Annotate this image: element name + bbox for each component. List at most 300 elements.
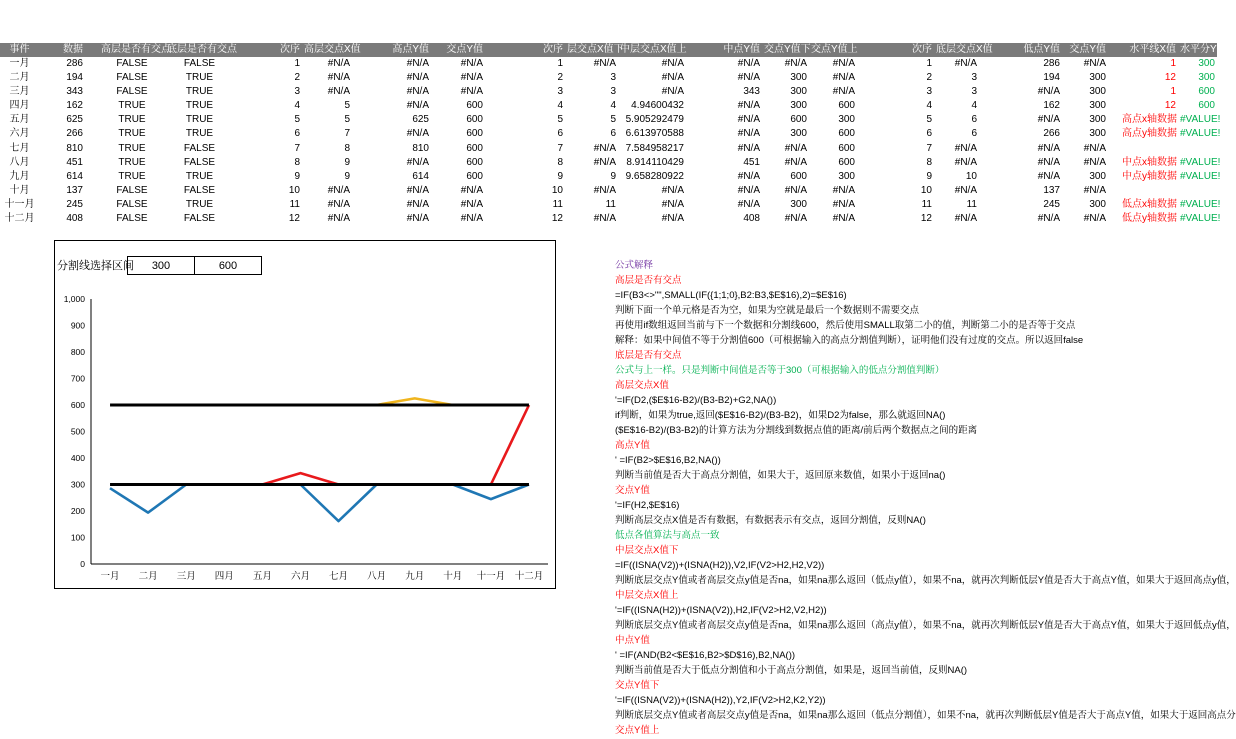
column-header[interactable]: 交点Y值 — [1069, 44, 1106, 55]
table-cell[interactable]: #N/A — [954, 184, 977, 196]
column-header[interactable]: 高层交点X值 — [304, 44, 361, 55]
table-cell[interactable]: 八月 — [9, 156, 30, 168]
table-cell[interactable]: #N/A — [406, 58, 429, 69]
table-cell[interactable]: TRUE — [118, 128, 146, 140]
table-cell[interactable]: 5 — [344, 100, 350, 112]
note-line: '=IF((ISNA(V2))+(ISNA(H2)),Y2,IF(V2>H2,K2,Y2)) — [615, 695, 826, 706]
table-cell[interactable]: 408 — [743, 213, 760, 225]
table-cell[interactable]: #N/A — [1037, 86, 1060, 98]
column-header[interactable]: 交点Y值下 — [764, 44, 811, 55]
table-cell[interactable]: 8 — [294, 156, 300, 168]
table-cell[interactable]: 194 — [1043, 72, 1060, 84]
table-cell[interactable]: 600 — [838, 156, 855, 168]
table-cell[interactable]: #N/A — [832, 58, 855, 69]
column-header[interactable]: 高层是否有交点 — [101, 44, 171, 55]
table-cell[interactable]: 600 — [466, 114, 483, 126]
table-cell[interactable]: 162 — [1043, 100, 1060, 112]
table-cell[interactable]: #N/A — [327, 198, 350, 210]
table-cell[interactable]: 625 — [412, 114, 429, 126]
table-cell[interactable]: #N/A — [460, 198, 483, 210]
table-cell[interactable]: 十一月 — [4, 198, 35, 210]
high-threshold-input[interactable]: 600 — [194, 256, 262, 275]
selector-label: 分割线选择区间 — [57, 260, 134, 272]
table-cell[interactable]: 6 — [294, 128, 300, 140]
table-cell[interactable]: 300 — [1089, 198, 1106, 210]
note-line: 高层交点X值 — [615, 380, 669, 391]
table-cell[interactable]: #N/A — [406, 198, 429, 210]
table-cell[interactable]: 1 — [926, 58, 932, 69]
table-cell[interactable]: #N/A — [784, 142, 807, 154]
note-line: =IF(B3<>"",SMALL(IF({1;1;0},B2:B3,$E$16),2)=$E$16) — [615, 290, 847, 301]
table-cell[interactable]: #N/A — [737, 198, 760, 210]
column-header[interactable]: 次序 — [280, 44, 300, 55]
table-cell[interactable]: 6.613970588 — [625, 128, 684, 140]
note-line: 判断下面一个单元格是否为空，如果为空就是最后一个数据则不需要交点 — [615, 305, 920, 316]
table-cell[interactable]: TRUE — [185, 128, 214, 140]
table-cell[interactable]: 11 — [605, 198, 616, 210]
x-tick-label: 七月 — [329, 571, 349, 582]
table-cell[interactable]: TRUE — [118, 114, 146, 126]
table-cell[interactable]: 5 — [557, 114, 563, 126]
table-cell[interactable]: #N/A — [406, 128, 429, 140]
table-cell[interactable]: 245 — [1043, 198, 1060, 210]
table-cell[interactable] — [1178, 184, 1217, 198]
table-cell[interactable]: #N/A — [460, 58, 483, 69]
table-cell[interactable]: #N/A — [737, 72, 760, 84]
table-cell[interactable]: 9 — [926, 170, 932, 182]
data-table — [0, 43, 1227, 226]
table-cell[interactable]: TRUE — [185, 170, 214, 182]
table-cell[interactable]: 11 — [289, 198, 300, 210]
table-cell[interactable]: 11 — [966, 198, 977, 210]
table-cell[interactable]: TRUE — [118, 142, 146, 154]
table-cell[interactable]: 137 — [1043, 184, 1060, 196]
table-cell[interactable]: #N/A — [1083, 213, 1106, 225]
y-tick-label: 600 — [70, 400, 85, 410]
table-cell[interactable]: #N/A — [1037, 213, 1060, 225]
column-header[interactable]: 底层是否有交点 — [167, 44, 237, 55]
table-cell[interactable]: TRUE — [118, 100, 146, 112]
table-cell[interactable]: 9 — [294, 170, 300, 182]
column-header[interactable]: 中层交点X值上 — [620, 44, 687, 55]
table-cell[interactable]: #VALUE! — [1180, 198, 1221, 210]
table-row — [0, 212, 1221, 226]
x-tick-label: 四月 — [214, 571, 234, 582]
table-cell[interactable]: FALSE — [183, 58, 216, 69]
table-cell[interactable] — [1178, 142, 1217, 156]
table-cell[interactable]: 614 — [66, 170, 83, 182]
table-cell[interactable]: 300 — [790, 72, 807, 84]
column-header[interactable]: 层交点X值下 — [567, 44, 624, 55]
table-cell[interactable]: #N/A — [832, 213, 855, 225]
table-cell[interactable]: 343 — [743, 86, 760, 98]
table-cell[interactable]: 6 — [926, 128, 932, 140]
table-cell[interactable]: 10 — [288, 184, 300, 196]
table-cell[interactable]: 8 — [344, 142, 350, 154]
table-cell[interactable]: 600 — [790, 170, 807, 182]
table-cell[interactable]: #N/A — [460, 86, 483, 98]
table-cell[interactable]: #N/A — [327, 58, 350, 69]
table-cell[interactable]: 451 — [743, 156, 760, 168]
table-cell[interactable]: 810 — [66, 142, 83, 154]
table-cell[interactable]: 7.584958217 — [625, 142, 684, 154]
table-cell[interactable]: 7 — [294, 142, 300, 154]
table-cell[interactable]: TRUE — [185, 72, 214, 84]
table-cell[interactable]: 600 — [466, 170, 483, 182]
table-cell[interactable]: FALSE — [116, 184, 148, 196]
table-cell[interactable]: 286 — [66, 58, 83, 69]
table-cell[interactable]: 1 — [294, 58, 300, 69]
table-cell[interactable]: FALSE — [183, 213, 216, 225]
table-cell[interactable]: #N/A — [1083, 142, 1106, 154]
table-cell[interactable]: #N/A — [593, 213, 616, 225]
table-row — [0, 170, 1221, 184]
table-cell[interactable]: 7 — [557, 142, 563, 154]
table-cell[interactable]: 4 — [926, 100, 932, 112]
table-cell[interactable]: 5 — [610, 114, 616, 126]
table-cell[interactable]: TRUE — [118, 156, 146, 168]
table-cell[interactable]: 10 — [920, 184, 932, 196]
table-cell[interactable]: 600 — [838, 142, 855, 154]
table-cell[interactable]: 低点y轴数据 — [1122, 213, 1177, 225]
table-cell[interactable]: 11 — [921, 198, 932, 210]
table-cell[interactable]: 600 — [466, 100, 483, 112]
table-row — [0, 99, 1217, 113]
table-cell[interactable]: #N/A — [460, 184, 483, 196]
table-cell[interactable]: 九月 — [9, 170, 30, 182]
table-cell[interactable]: 3 — [610, 72, 616, 84]
table-cell[interactable]: 8 — [557, 156, 563, 168]
table-cell[interactable]: 600 — [466, 156, 483, 168]
table-cell[interactable]: 6 — [971, 114, 977, 126]
table-cell[interactable]: 低点x轴数据 — [1122, 198, 1177, 210]
x-tick-label: 六月 — [290, 571, 310, 582]
table-cell[interactable]: FALSE — [116, 198, 148, 210]
column-header[interactable]: 交点Y值上 — [811, 44, 858, 55]
table-cell[interactable]: 6 — [557, 128, 563, 140]
table-cell[interactable]: #N/A — [784, 213, 807, 225]
table-cell[interactable]: 6 — [610, 128, 616, 140]
table-cell[interactable]: 266 — [66, 128, 83, 140]
table-cell[interactable]: 300 — [790, 128, 807, 140]
note-line: 解释：如果中间值不等于分割值600（可根据输入的高点分割值判断），证明他们没有过度的交点。所以返回false — [615, 335, 1084, 346]
table-cell[interactable]: 1 — [557, 58, 563, 69]
table-cell[interactable]: #N/A — [406, 100, 429, 112]
table-cell[interactable]: 266 — [1043, 128, 1060, 140]
table-cell[interactable]: #N/A — [327, 86, 350, 98]
table-cell[interactable]: 中点y轴数据 — [1122, 170, 1177, 182]
table-cell[interactable]: 9.658280922 — [625, 170, 684, 182]
table-cell[interactable]: #N/A — [954, 156, 977, 168]
table-cell[interactable]: 9 — [610, 170, 616, 182]
table-cell[interactable]: 2 — [926, 72, 932, 84]
table-cell[interactable]: #N/A — [954, 213, 977, 225]
column-header[interactable]: 低点Y值 — [1023, 44, 1060, 55]
column-header[interactable]: 交点Y值 — [446, 44, 483, 55]
table-cell[interactable]: 5 — [926, 114, 932, 126]
table-cell[interactable]: 五月 — [9, 114, 30, 126]
table-cell[interactable]: #N/A — [593, 184, 616, 196]
table-cell[interactable]: #N/A — [1083, 58, 1106, 69]
formula-notes — [615, 258, 1236, 738]
table-cell[interactable]: 3 — [971, 72, 977, 84]
table-cell[interactable]: TRUE — [185, 114, 214, 126]
note-line: 判断高层交点X值是否有数据，有数据表示有交点，返回分割值，反则NA() — [615, 515, 926, 526]
column-header[interactable]: 水平线X值 — [1129, 44, 1176, 55]
table-cell[interactable]: 二月 — [9, 72, 30, 84]
table-cell[interactable]: #N/A — [661, 198, 684, 210]
table-cell[interactable]: 9 — [344, 156, 350, 168]
table-cell[interactable]: 614 — [412, 170, 429, 182]
table-cell[interactable]: 4 — [294, 100, 300, 112]
table-cell[interactable]: 300 — [790, 86, 807, 98]
table-cell[interactable]: 高点y轴数据 — [1122, 128, 1177, 140]
table-cell[interactable]: #N/A — [784, 156, 807, 168]
table-cell[interactable]: FALSE — [116, 86, 148, 98]
table-cell[interactable]: 9 — [557, 170, 563, 182]
table-cell[interactable]: #N/A — [406, 72, 429, 84]
note-line: 交点Y值 — [615, 485, 650, 496]
column-header[interactable]: 数据 — [63, 44, 83, 55]
table-cell[interactable]: 12 — [1164, 100, 1176, 112]
table-cell[interactable]: TRUE — [185, 100, 214, 112]
note-line: 判断底层交点Y值或者高层交点y值是否na，如果na那么返回（低点分割值），如果不na，就再次判断低层Y值是否大于高点Y值，如果大于返回高点分 — [615, 710, 1236, 721]
table-cell[interactable]: 162 — [66, 100, 83, 112]
table-cell[interactable]: 300 — [1089, 128, 1106, 140]
table-cell[interactable]: #N/A — [327, 72, 350, 84]
table-cell[interactable]: 12 — [551, 213, 563, 225]
table-cell[interactable]: FALSE — [183, 156, 216, 168]
table-cell[interactable]: 300 — [1089, 114, 1106, 126]
table-cell[interactable] — [1120, 184, 1178, 198]
table-cell[interactable]: 2 — [294, 72, 300, 84]
table-cell[interactable]: 6 — [971, 128, 977, 140]
table-cell[interactable]: #N/A — [327, 184, 350, 196]
table-cell[interactable]: 4 — [610, 100, 616, 112]
table-cell[interactable]: #N/A — [593, 156, 616, 168]
column-header[interactable]: 次序 — [543, 44, 563, 55]
table-cell[interactable]: TRUE — [118, 170, 146, 182]
note-line: 公式与上一样。只是判断中间值是否等于300（可根据输入的低点分割值判断） — [615, 365, 945, 376]
table-cell[interactable]: 600 — [838, 100, 855, 112]
table-cell[interactable]: #N/A — [832, 184, 855, 196]
table-cell[interactable]: 5.905292479 — [625, 114, 684, 126]
table-cell[interactable]: 高点x轴数据 — [1122, 114, 1177, 126]
table-cell[interactable]: #N/A — [460, 72, 483, 84]
table-cell[interactable]: 11 — [552, 198, 563, 210]
column-header[interactable]: 高点Y值 — [392, 44, 429, 55]
table-cell[interactable]: 4 — [557, 100, 563, 112]
table-cell[interactable]: #N/A — [661, 58, 684, 69]
table-cell[interactable]: 10 — [551, 184, 563, 196]
table-cell[interactable]: FALSE — [183, 142, 216, 154]
table-cell[interactable]: 408 — [66, 213, 83, 225]
table-cell[interactable]: 600 — [466, 128, 483, 140]
table-cell[interactable]: #N/A — [784, 58, 807, 69]
table-cell[interactable]: 300 — [790, 100, 807, 112]
table-cell[interactable] — [1120, 142, 1178, 156]
table-cell[interactable]: #N/A — [1037, 114, 1060, 126]
y-tick-label: 200 — [70, 506, 85, 516]
table-cell[interactable]: FALSE — [116, 72, 148, 84]
table-cell[interactable]: 137 — [66, 184, 83, 196]
table-header-row — [0, 43, 1227, 57]
table-cell[interactable]: 300 — [1089, 170, 1106, 182]
table-cell[interactable]: #N/A — [737, 142, 760, 154]
table-cell[interactable]: FALSE — [183, 184, 216, 196]
table-cell[interactable]: 12 — [288, 213, 300, 225]
table-cell[interactable]: #N/A — [737, 114, 760, 126]
table-cell[interactable]: #N/A — [737, 128, 760, 140]
x-tick-label: 五月 — [252, 571, 272, 582]
low-threshold-input[interactable]: 300 — [127, 256, 195, 275]
table-cell[interactable]: #N/A — [1083, 156, 1106, 168]
table-cell[interactable]: 300 — [1089, 86, 1106, 98]
table-cell[interactable]: 600 — [1198, 86, 1215, 98]
table-cell[interactable]: 3 — [294, 86, 300, 98]
table-cell[interactable]: 四月 — [9, 100, 30, 112]
table-cell[interactable]: #N/A — [661, 184, 684, 196]
table-cell[interactable]: #N/A — [406, 156, 429, 168]
table-cell[interactable]: 300 — [1198, 58, 1215, 69]
table-cell[interactable]: 300 — [790, 198, 807, 210]
y-tick-label: 1,000 — [63, 294, 85, 304]
table-cell[interactable]: 4 — [971, 100, 977, 112]
table-row — [0, 142, 1217, 156]
table-cell[interactable]: #N/A — [1083, 184, 1106, 196]
table-cell[interactable]: #N/A — [593, 58, 616, 69]
table-cell[interactable]: 10 — [965, 170, 977, 182]
table-cell[interactable]: 六月 — [9, 128, 30, 140]
table-cell[interactable]: #VALUE! — [1180, 170, 1221, 182]
table-cell[interactable]: #N/A — [954, 58, 977, 69]
table-cell[interactable]: TRUE — [185, 86, 214, 98]
note-line: 中层交点X值上 — [615, 590, 679, 601]
table-cell[interactable]: 600 — [790, 114, 807, 126]
note-line: ($E$16-B2)/(B3-B2)的计算方法为分割线到数据点值的距离/前后两个数据点之间的距离 — [615, 425, 978, 436]
table-cell[interactable]: #N/A — [661, 213, 684, 225]
table-cell[interactable]: 3 — [557, 86, 563, 98]
table-cell[interactable]: #VALUE! — [1180, 213, 1221, 225]
table-cell[interactable]: 600 — [838, 128, 855, 140]
table-cell[interactable]: #N/A — [784, 184, 807, 196]
column-header[interactable]: 底层交点X值 — [936, 44, 993, 55]
table-cell[interactable]: 一月 — [9, 58, 30, 69]
table-cell[interactable]: 1 — [1170, 86, 1176, 98]
note-line: ' =IF(B2>$E$16,B2,NA()) — [615, 455, 721, 466]
table-row — [0, 184, 1217, 198]
column-header[interactable]: 中点Y值 — [723, 44, 760, 55]
table-cell[interactable]: 12 — [1164, 72, 1176, 84]
table-cell[interactable]: #N/A — [406, 184, 429, 196]
note-line: 交点Y值下 — [615, 680, 660, 691]
table-cell[interactable]: 625 — [66, 114, 83, 126]
y-tick-label: 400 — [70, 453, 85, 463]
table-cell[interactable]: #N/A — [406, 86, 429, 98]
table-cell[interactable]: #N/A — [832, 72, 855, 84]
table-cell[interactable]: 7 — [926, 142, 932, 154]
table-cell[interactable]: 286 — [1043, 58, 1060, 69]
table-cell[interactable]: 245 — [66, 198, 83, 210]
table-cell[interactable]: #N/A — [737, 100, 760, 112]
table-cell[interactable]: #N/A — [661, 86, 684, 98]
table-cell[interactable]: #N/A — [406, 213, 429, 225]
table-cell[interactable]: 中点x轴数据 — [1122, 156, 1177, 168]
table-cell[interactable]: 8 — [926, 156, 932, 168]
table-cell[interactable]: 七月 — [9, 142, 30, 154]
table-cell[interactable]: #N/A — [661, 72, 684, 84]
y-tick-label: 300 — [70, 479, 85, 490]
table-cell[interactable]: #N/A — [737, 184, 760, 196]
x-tick-label: 一月 — [100, 571, 120, 582]
table-cell[interactable]: 1 — [1170, 58, 1176, 69]
table-cell[interactable]: #N/A — [593, 142, 616, 154]
column-header[interactable]: 事件 — [9, 44, 30, 55]
table-cell[interactable]: FALSE — [116, 213, 148, 225]
table-cell[interactable]: 十月 — [9, 184, 30, 196]
table-body — [0, 57, 1221, 226]
table-cell[interactable]: 9 — [344, 170, 350, 182]
table-cell[interactable]: 8.914110429 — [626, 156, 684, 168]
table-cell[interactable]: 300 — [838, 170, 855, 182]
table-cell[interactable]: 2 — [557, 72, 563, 84]
column-header[interactable]: 次序 — [912, 44, 932, 55]
table-cell[interactable]: TRUE — [185, 198, 214, 210]
table-cell[interactable]: #VALUE! — [1180, 156, 1221, 168]
table-cell[interactable]: #N/A — [1037, 142, 1060, 154]
table-cell[interactable]: 3 — [610, 86, 616, 98]
table-cell[interactable]: 5 — [344, 114, 350, 126]
table-cell[interactable]: #N/A — [737, 58, 760, 69]
table-cell[interactable]: 194 — [66, 72, 83, 84]
table-cell[interactable]: #N/A — [737, 170, 760, 182]
table-cell[interactable]: 十二月 — [4, 213, 35, 225]
table-cell[interactable]: 343 — [66, 86, 83, 98]
column-header[interactable]: 水平分Y值 — [1180, 44, 1227, 55]
chart-area[interactable] — [54, 240, 556, 589]
note-line: '=IF(D2,($E$16-B2)/(B3-B2)+G2,NA()) — [615, 395, 777, 406]
table-cell[interactable]: 600 — [1198, 100, 1215, 112]
line-chart — [55, 241, 555, 588]
table-cell[interactable]: 12 — [920, 213, 932, 225]
table-cell[interactable]: 300 — [838, 114, 855, 126]
table-cell[interactable]: 三月 — [9, 86, 30, 98]
table-cell[interactable]: #VALUE! — [1180, 114, 1221, 126]
table-cell[interactable]: #N/A — [327, 213, 350, 225]
table-cell[interactable]: FALSE — [116, 58, 148, 69]
note-line: 底层是否有交点 — [615, 350, 682, 361]
table-cell[interactable]: 451 — [66, 156, 83, 168]
table-cell[interactable]: 7 — [344, 128, 350, 140]
table-cell[interactable]: #N/A — [832, 86, 855, 98]
table-cell[interactable]: #N/A — [1037, 156, 1060, 168]
table-cell[interactable]: 300 — [1089, 100, 1106, 112]
table-cell[interactable]: 810 — [412, 142, 429, 154]
table-cell[interactable]: #N/A — [832, 198, 855, 210]
table-cell[interactable]: 5 — [294, 114, 300, 126]
table-cell[interactable]: #N/A — [1037, 170, 1060, 182]
table-cell[interactable]: #N/A — [954, 142, 977, 154]
table-cell[interactable]: 300 — [1089, 72, 1106, 84]
y-tick-label: 500 — [70, 426, 85, 437]
table-cell[interactable]: 3 — [926, 86, 932, 98]
table-cell[interactable]: 300 — [1198, 72, 1215, 84]
table-cell[interactable]: 4.94600432 — [631, 100, 684, 112]
table-cell[interactable]: #N/A — [460, 213, 483, 225]
table-cell[interactable]: 3 — [971, 86, 977, 98]
table-cell[interactable]: #VALUE! — [1180, 128, 1221, 140]
table-cell[interactable]: 600 — [466, 142, 483, 154]
